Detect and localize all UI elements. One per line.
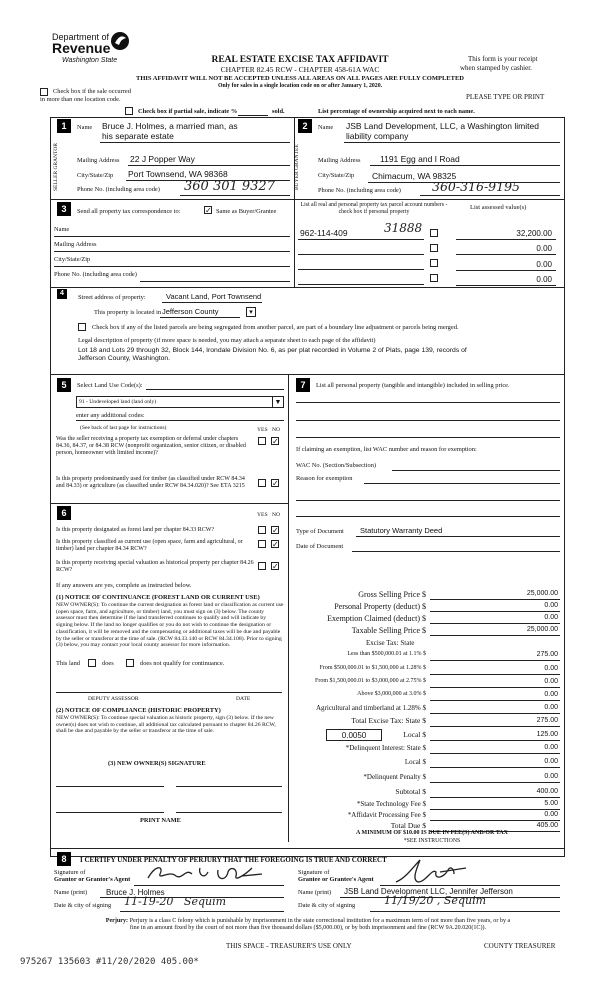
form-chapter: CHAPTER 82.45 RCW - CHAPTER 458-61A WAC [220,65,380,74]
seller-side-label: SELLER GRANTOR [53,142,59,192]
personal-property-label: List all personal property (tangible and intangible) included in selling price. [316,382,510,389]
s6-q3: Is this property receiving special valuation as historical property per chapter 84.26 RCW? [56,560,254,573]
s3-city-line [54,266,290,267]
gross-selling-price-line [430,599,560,600]
tax-tier-2-line [430,674,560,675]
grantee-signature [392,858,472,886]
type-or-print: PLEASE TYPE OR PRINT [466,93,545,101]
certify-statement: I CERTIFY UNDER PENALTY OF PERJURY THAT THE FOREGOING IS TRUE AND CORRECT [80,856,387,864]
s6-q1-no[interactable]: ✓ [272,526,279,535]
legal-description-2: Jefferson County, Washington. [78,355,171,362]
subtotal-line [430,797,560,798]
buyer-name-line [344,142,560,143]
ownership-note: List percentage of ownership acquired next to each name. [318,108,475,115]
perjury-text-1: Perjury is a class C felony which is punishable by imprisonment in the state correctional institution for a maximum term of not more than five years, or by a [129,918,511,924]
technology-fee-label: *State Technology Fee $ [356,800,426,808]
delinquent-interest-local-line [430,767,560,768]
grantor-sig-line [134,885,284,886]
technology-fee-line [430,809,560,810]
grantee-date-line [370,911,560,912]
wac-line [392,470,560,471]
agricultural-tax-label: Agricultural and timberland at 1.28% $ [315,704,426,712]
excise-tax-state-label: Excise Tax: State [366,639,415,647]
subtotal-value: 400.00 [536,788,558,795]
grantor-sig-label-2: Grantor or Grantor's Agent [54,876,131,883]
legal-label: Legal description of property (if more space is needed, you may attach a separate sheet to each page of the affidavit) [78,337,376,344]
section-3-divider [294,199,295,287]
local-tax-value: 125.00 [536,731,558,738]
section-8-number: 8 [57,852,71,866]
reason-line-2 [296,500,560,501]
tax-tier-3-line [430,687,560,688]
delinquent-penalty-value: 0.00 [544,773,558,780]
county-line [160,317,240,318]
s5-q1-yes[interactable] [258,437,266,445]
reason-line-3 [296,516,560,517]
agricultural-tax-line [430,713,560,714]
s5-no-header: NO [272,427,281,433]
assessed-value-2: 0.00 [536,244,552,253]
exemption-claimed-line [430,623,560,624]
total-excise-state-line [430,726,560,727]
personal-property-value: 0.00 [544,602,558,609]
same-as-buyer-checkbox[interactable]: ✓ [205,206,212,215]
this-land-label: This land [56,660,80,667]
additional-codes-line [76,420,284,421]
tax-tier-3-label: From $1,500,000.01 to $3,000,000 at 2.75% $ [315,678,426,684]
parcel-3-personal-checkbox[interactable] [430,259,438,267]
grantee-sig-label-2: Grantee or Grantee's Agent [298,876,374,883]
owner-print-line-2 [176,812,282,813]
section-5-bottom [50,503,288,504]
section-6-number: 6 [57,506,71,520]
agricultural-tax-value: 0.00 [544,704,558,711]
land-use-label-line [146,389,284,390]
doc-date-line [352,551,560,552]
see-back-note: (See back of last page for instructions) [80,425,167,431]
s3-name-line [54,236,290,237]
reason-line-1 [364,483,560,484]
s3-name-label: Name [54,226,70,233]
tax-tier-1-line [430,660,560,661]
dor-swirl-icon [110,30,130,52]
personal-line-2 [296,420,560,421]
parcel-line-4 [298,284,424,285]
buyer-phone: 360-316-9195 [432,179,520,194]
seller-mail-line [128,165,290,166]
dor-state-text: Washington State [62,57,118,64]
personal-line-3 [296,437,560,438]
s5-q2: Is this property predominantly used for timber (as classified under RCW 84.34 and 84.33) or agriculture (as classified under RCW 84.34.020)? See ETA 3215 [56,476,245,489]
buyer-phone-label: Phone No. (including area code) [318,187,401,194]
owner-signature-line-1 [56,786,164,787]
perjury-label: Perjury: [105,918,129,924]
grantee-date-city: 11/19/20 , Sequim [384,894,487,907]
tax-tier-2-label: From $500,000.01 to $1,500,000 at 1.28% $ [319,665,426,671]
buyer-city-label: City/State/Zip [318,172,355,179]
taxable-selling-price-line [430,635,560,636]
grantee-name-label: Name (print) [298,889,332,896]
local-tax-label: Local $ [403,730,426,739]
tax-tier-1-label: Less than $500,000.01 at 1.1% $ [347,651,426,657]
s5-q1: Was the seller receiving a property tax exemption or deferral under chapters 84.36, 84.37, or 84.38 RCW (nonprofit organization, senior citizen, or disabled person, homeowner with limited income)? [56,436,246,456]
seller-name-label: Name [77,124,93,131]
delinquent-interest-local-label: Local $ [404,758,426,766]
subtotal-label: Subtotal $ [395,787,426,796]
parcel-header: List all real and personal property tax parcel account numbers - check box if personal property [300,202,448,215]
section-5-7-divider [288,374,289,842]
personal-property-label: Personal Property (deduct) $ [334,602,426,611]
personal-line-1 [296,402,560,403]
delinquent-interest-state-value: 0.00 [544,744,558,751]
parcel-handwritten: 31888 [384,221,423,235]
parcel-1-personal-checkbox[interactable] [430,229,438,237]
s5-q2-no[interactable]: ✓ [272,479,279,488]
partial-sale-checkbox[interactable] [125,107,133,115]
s6-q2-no[interactable]: ✓ [272,540,279,549]
seller-phone-line [180,195,290,196]
s3-phone-label: Phone No. (including area code) [54,271,137,278]
multi-location-checkbox[interactable] [40,88,48,96]
county-label: This property is located in [94,309,162,316]
delinquent-interest-state-line [430,753,560,754]
additional-codes-label: enter any additional codes: [76,412,145,419]
affidavit-processing-fee-label: *Affidavit Processing Fee $ [347,811,426,819]
street-address: Vacant Land, Port Townsend [166,292,262,301]
assessed-line-1 [456,239,556,240]
tax-tier-2-value: 0.00 [544,665,558,672]
seller-city-label: City/State/Zip [77,172,114,179]
section-5-number: 5 [57,378,71,392]
s5-q1-no[interactable]: ✓ [272,437,279,446]
grantee-sig-line [380,885,560,886]
exemption-claimed-label: Exemption Claimed (deduct) $ [327,614,426,623]
segregated-label: Check box if any of the listed parcels are being segregated from another parcel, are part of a boundary line adjustment or parcels being merged. [92,324,459,331]
seller-phone-label: Phone No. (including area code) [77,186,160,193]
county-treasurer-label: COUNTY TREASURER [484,942,556,950]
grantor-date-line [120,911,284,912]
assessed-line-2 [456,254,556,255]
affidavit-processing-fee-line [430,820,560,821]
s6-q3-no[interactable]: ✓ [272,562,279,571]
grantee-name-print: JSB Land Development LLC, Jennifer Jefferson [344,887,513,896]
dor-dept-text: Department of [52,32,110,42]
parcel-number: 962-114-409 [300,228,348,238]
section-4-number: 4 [57,289,67,299]
dor-revenue-text: Revenue [52,40,111,56]
reason-label: Reason for exemption [296,475,353,482]
treasurer-use-label: THIS SPACE - TREASURER'S USE ONLY [226,942,352,950]
total-excise-state-label: Total Excise Tax: State $ [351,716,426,725]
parcel-line-3 [298,269,424,270]
seller-phone: 360 301 9327 [184,179,275,194]
form-warning: THIS AFFIDAVIT WILL NOT BE ACCEPTED UNLESS ALL AREAS ON ALL PAGES ARE FULLY COMPLETED [136,75,464,82]
see-instructions-note: *SEE INSTRUCTIONS [403,838,461,844]
buyer-mail-label: Mailing Address [318,157,361,164]
receipt-note-2: when stamped by cashier. [460,64,532,72]
grantor-date-label: Date & city of signing [54,902,112,909]
s6-if-yes: If any answers are yes, complete as instructed below. [56,582,192,589]
tax-tier-4-value: 0.00 [544,691,558,698]
taxable-selling-price-value: 25,000.00 [526,626,558,633]
land-use-label: Select Land Use Code(s): [77,382,143,389]
grantor-sig-label-1: Signature of [54,869,86,876]
seller-city: Port Townsend, WA 98368 [128,169,228,179]
seller-name: Bruce J. Holmes, a married man, as [102,121,238,131]
notice-2-body: NEW OWNER(S): To continue special valuation as historic property, sign (3) below. If the new owner(s) does not wish to continue, all additional tax calculated pursuant to chapter 84.26 RCW, shall be due and payable by the seller or transferor at the time of sale. [56,715,276,735]
segregated-checkbox[interactable] [78,323,86,331]
partial-sale-label: Check box if partial sale, indicate % [138,108,238,115]
tax-tier-4-label: Above $3,000,000 at 3.0% $ [357,691,426,697]
cashier-stamp: 975267 135603 #11/20/2020 405.00* [20,957,199,967]
buyer-side-label: BUYER GRANTEE [294,144,300,190]
buyer-phone-line [420,195,560,196]
local-tax-line [430,740,560,741]
section-4-bottom [50,374,565,375]
s6-q1: Is this property designated as forest land per chapter 84.33 RCW? [56,527,215,533]
assessed-header: List assessed value(s) [470,204,527,211]
does-not-label: does not qualify for continuance. [140,660,225,667]
does-checkbox[interactable] [88,659,96,667]
print-name-label: PRINT NAME [140,817,181,824]
form-title: REAL ESTATE EXCISE TAX AFFIDAVIT [211,55,389,65]
perjury-notice [54,918,562,932]
land-use-select[interactable] [76,396,284,408]
section-3-bottom [50,287,565,288]
s6-q3-yes[interactable] [258,562,266,570]
chevron-down-icon: ▼ [272,397,283,407]
tax-tier-4-line [430,700,560,701]
deputy-assessor-label: DEPUTY ASSESSOR [88,696,139,702]
delinquent-penalty-label: *Delinquent Penalty $ [363,773,426,781]
s6-q1-yes[interactable] [258,526,266,534]
section-6-bottom [50,848,565,849]
deputy-line [56,692,282,693]
total-excise-state-value: 275.00 [536,717,558,724]
assessed-line-4 [456,285,556,286]
technology-fee-value: 5.00 [544,800,558,807]
multi-location-label-1: Check box if the sale occurred [53,88,131,95]
buyer-name-label: Name [318,124,334,131]
section-7-number: 7 [296,378,310,392]
owner-signature-line-2 [176,786,282,787]
tax-tier-1-value: 275.00 [536,651,558,658]
wac-label: WAC No. (Section/Subsection) [296,462,377,469]
grantor-name-print: Bruce J. Holmes [106,888,165,897]
section-1-number: 1 [57,119,71,133]
notice-1-body: NEW OWNER(S): To continue the current designation as forest land or classification as current use (open space, farm, and agriculture, or timber) land, you must sign on (3) below. The county assessor must then determine if the land transferred continues to qualify and will indicate by signing below. If the land no longer qualifies or you do not wish to continue the designation or classification, it will be removed and the compensating or additional taxes will be due and payable by the seller or transferor at the time of sale. (RCW 84.33.140 or RCW 84.34.108). Prior to signing (3) below, you may contact your local county assessor for more information. [56,602,284,649]
s6-q2-yes[interactable] [258,540,266,548]
gross-selling-price-value: 25,000.00 [526,590,558,597]
buyer-city: Chimacum, WA 98325 [372,171,457,181]
affidavit-processing-fee-value: 0.00 [544,811,558,818]
multi-location-label-2: in more than one location code. [40,96,121,103]
section-3-number: 3 [57,202,71,216]
owner-print-line-1 [56,812,164,813]
buyer-mail: 1191 Egg and I Road [380,154,460,164]
s6-yes-header: YES [257,512,268,518]
personal-property-line [430,611,560,612]
does-not-checkbox[interactable] [126,659,134,667]
buyer-name-2: liability company [346,131,409,141]
s6-no-header: NO [272,512,281,518]
gross-selling-price-label: Gross Selling Price $ [358,590,426,599]
receipt-note-1: This form is your receipt [468,55,538,63]
deputy-date-label: DATE [236,696,251,702]
sales-note: Only for sales in a single location code on or after January 1, 2020. [217,83,383,89]
s3-mail-label: Mailing Address [54,241,97,248]
total-due-value: 405.00 [536,822,558,829]
doc-date-label: Date of Document [296,543,344,550]
seller-name-2: his separate estate [102,131,174,141]
delinquent-interest-state-label: *Delinquent Interest: State $ [345,744,426,752]
seller-mail: 22 J Popper Way [130,154,195,164]
grantee-sig-label-1: Signature of [298,869,330,876]
same-as-buyer-label: Same as Buyer/Grantee [216,208,277,215]
county-value: Jefferson County [162,307,219,316]
parcel-line-2 [298,254,424,255]
s3-phone-line [140,281,290,282]
local-rate-box: 0.0050 [326,729,382,741]
s6-q2: Is this property classified as current use (open space, farm and agricultural, or timber) land per chapter 84.34 RCW? [56,539,243,552]
seller-name-line [100,142,290,143]
notice-2-title: (2) NOTICE OF COMPLIANCE (HISTORIC PROPERTY) [56,707,221,714]
send-correspondence-label: Send all property tax correspondence to: [77,208,181,215]
delinquent-interest-local-value: 0.00 [544,758,558,765]
street-line [162,302,262,303]
total-due-label: Total Due $ [390,821,426,830]
grantor-name-label: Name (print) [54,889,88,896]
exemption-claimed-value: 0.00 [544,614,558,621]
buyer-name: JSB Land Development, LLC, a Washington limited [346,121,539,131]
parcel-2-personal-checkbox[interactable] [430,244,438,252]
assessed-value-4: 0.00 [536,275,552,284]
land-use-value: 91 - Undeveloped land (land only) [79,399,157,405]
partial-sale-sold: sold. [272,108,285,115]
seller-mail-label: Mailing Address [77,157,120,164]
taxable-selling-price-label: Taxable Selling Price $ [351,626,426,635]
partial-sale-pct-line [238,115,268,116]
assessed-value-1: 32,200.00 [516,229,552,238]
perjury-text-2: fine in an amount fixed by the court of not more than five thousand dollars ($5,000.00), or by both imprisonment and fine (RCW 9A.20.020(1C)). [129,925,487,931]
section-2-number: 2 [298,119,312,133]
assessed-value-3: 0.00 [536,260,552,269]
section-1-bottom [50,199,565,200]
notice-1-title: (1) NOTICE OF CONTINUANCE (FOREST LAND OR CURRENT USE) [56,594,260,601]
tax-minimum-note: A MINIMUM OF $10.00 IS DUE IN FEE(S) AND/OR TAX [356,830,508,836]
s5-yes-header: YES [257,427,268,433]
notice-3-title: (3) NEW OWNER(S) SIGNATURE [108,760,206,767]
grantor-signature [146,862,266,884]
grantee-date-label: Date & city of signing [298,902,356,909]
s3-city-label: City/State/Zip [54,256,91,263]
s5-q2-yes[interactable] [258,479,266,487]
exemption-label: If claiming an exemption, list WAC number and reason for exemption: [296,446,477,453]
delinquent-penalty-line [430,782,560,783]
parcel-line-1 [298,239,424,240]
doc-type-line [356,536,560,537]
grantor-date-city: 11-19-20 Sequim [124,895,227,908]
tax-tier-3-value: 0.00 [544,678,558,685]
doc-type-value: Statutory Warranty Deed [360,526,443,535]
buyer-mail-line [370,165,560,166]
doc-type-label: Type of Document [296,528,344,535]
county-dropdown[interactable]: ▾ [246,307,256,317]
s3-mail-line [54,251,290,252]
does-label: does [102,660,114,667]
legal-description-1: Lot 18 and Lots 29 through 32, Block 144, Irondale Division No. 6, as per plat recorded in Volume 2 of Plats, page 139, records of [78,347,467,354]
street-label: Street address of property: [78,294,146,301]
assessed-line-3 [456,270,556,271]
parcel-4-personal-checkbox[interactable] [430,274,438,282]
